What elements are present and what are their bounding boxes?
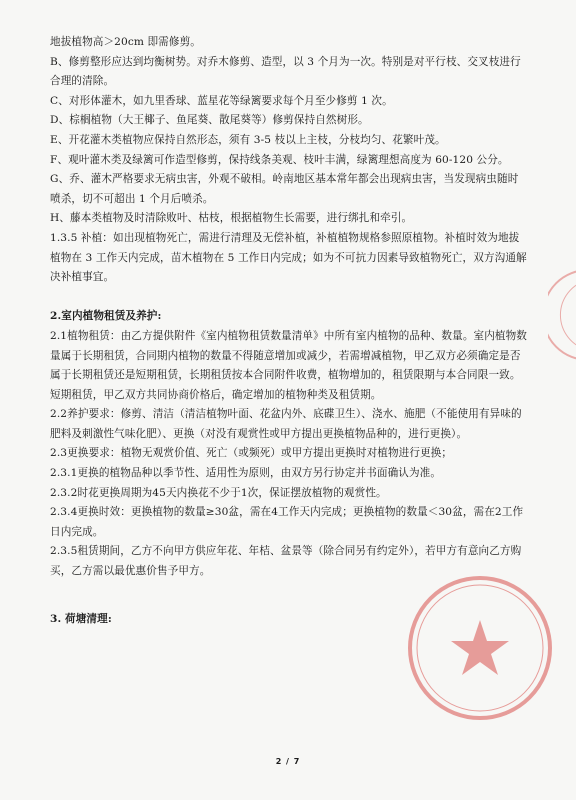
paragraph: 2.3.5租赁期间，乙方不向甲方供应年花、年桔、盆景等（除合同另有约定外），若甲方有意向乙方购买，乙方需以最优惠价售予甲方。 [50,545,522,578]
paragraph: G、乔、灌木严格要求无病虫害，外观不破相。岭南地区基本常年都会出现病虫害，当发现病虫随时喷杀，切不可超出 1 个月后喷杀。 [50,173,519,205]
edge-seal-icon [548,265,576,365]
section-heading: 3. 荷塘清理: [50,613,112,626]
paragraph: E、开花灌木类植物应保持自然形态，须有 3-5 枝以上主枝，分枝均匀、花繁叶茂。 [50,133,446,146]
paragraph: 2.1植物租赁：由乙方提供附件《室内植物租赁数量清单》中所有室内植物的品种、数量。室内植物数量属于长期租赁，合同期内植物的数量不得随意增加或减少，若需增减植物，甲乙双方必须确定是否属于长期租赁还是短期租赁，长期租赁按本合同附件收费，植物增加的，租赁限期与本合同限一致。短期租赁，甲乙双方共同协商价格后，确定增加的植物种类及租赁期。 [50,329,527,401]
company-seal-icon [400,568,560,728]
paragraph: 2.2养护要求：修剪、清洁（清洁植物叶面、花盆内外、底碟卫生）、浇水、施肥（不能使用有异味的肥料及刺激性气味化肥）、更换（对没有观赏性或甲方提出更换植物品种的，进行更换）。 [50,408,522,440]
page-number: 2 / 7 [275,757,301,766]
paragraph: C、对形体灌木，如九里香球、蓝星花等绿篱要求每个月至少修剪 1 次。 [50,94,393,107]
paragraph: D、棕榈植物（大王椰子、鱼尾葵、散尾葵等）修剪保持自然树形。 [50,114,369,127]
paragraph: 1.3.5 补植：如出现植物死亡，需进行清理及无偿补植，补植植物规格参照原植物。补植时效为地拔植物在 3 工作天内完成，苗木植物在 5 工作日内完成；如为不可抗力因素导致植物死亡，双方沟通解决补植事宜。 [50,231,527,284]
paragraph: B、修剪整形应达到均衡树势。对乔木修剪、造型，以 3 个月为一次。特别是对平行枝、交叉枝进行合理的清除。 [50,55,521,88]
paragraph: 2.3.2时花更换周期为45天内换花不少于1次，保证摆放植物的观赏性。 [50,486,387,499]
paragraph: F、观叶灌木类及绿篱可作造型修剪，保持线条美观、枝叶丰满，绿篱理想高度为 60-120 公分。 [50,153,509,166]
paragraph: 2.3.1更换的植物品种以季节性、适用性为原则，由双方另行协定并书面确认为准。 [50,467,442,480]
paragraph: 2.3.4更换时效：更换植物的数量≥30盆，需在4工作天内完成；更换植物的数量＜30盆，需在2工作日内完成。 [50,506,524,538]
paragraph: 2.3更换要求：植物无观赏价值、死亡（或频死）或甲方提出更换时对植物进行更换； [50,447,453,460]
paragraph: H、藤本类植物及时清除败叶、枯枝，根据植物生长需要，进行绑扎和牵引。 [50,212,413,225]
document-body [50,33,528,630]
paragraph: 地拔植物高＞20cm 即需修剪。 [50,36,201,48]
section-heading: 2.室内植物租赁及养护: [50,310,162,323]
